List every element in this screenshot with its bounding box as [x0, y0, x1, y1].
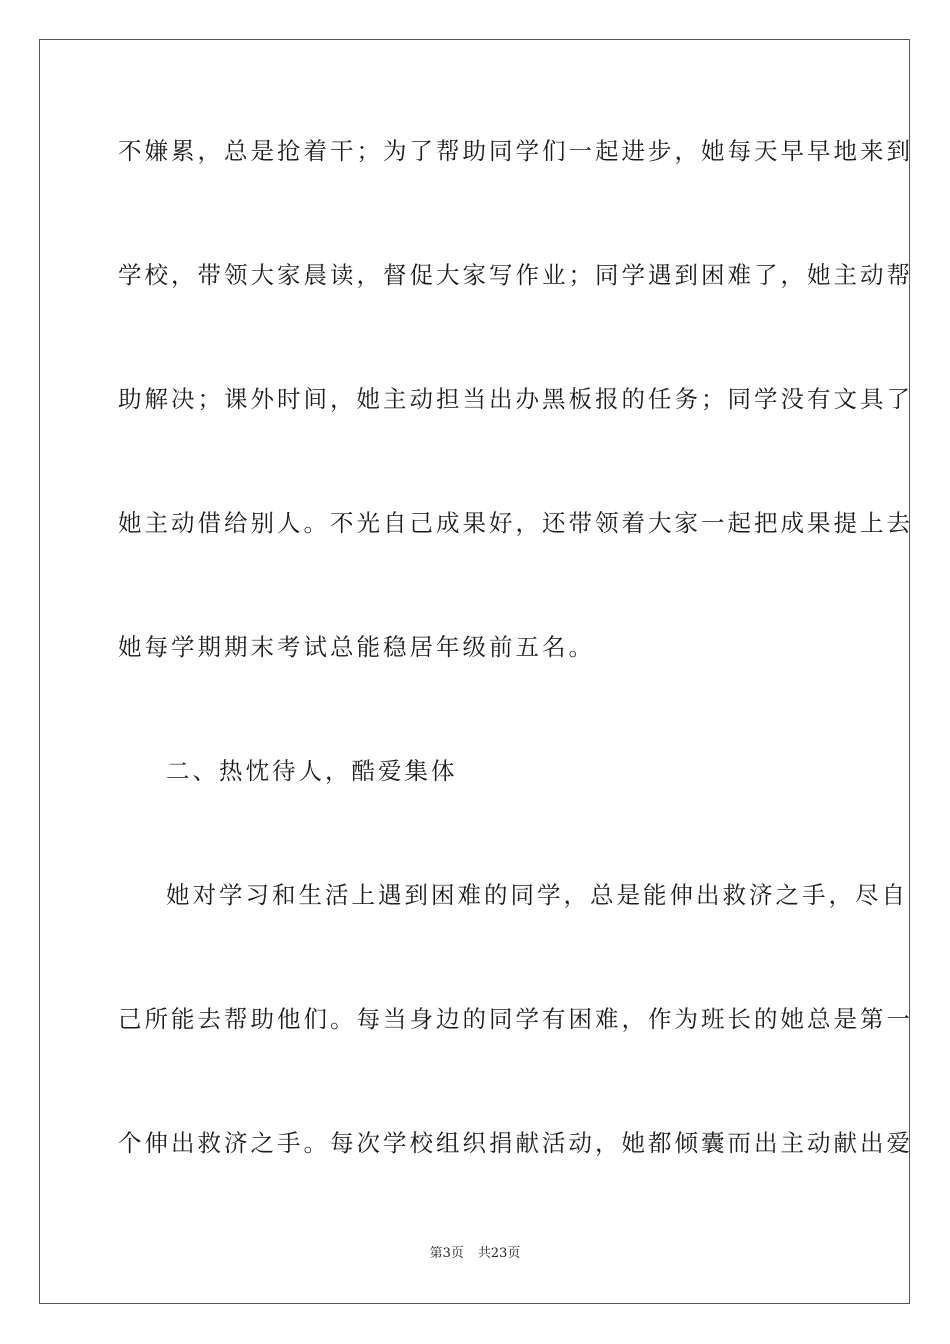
- body-line-4: 她主动借给别人。不光自己成果好，还带领着大家一起把成果提上去: [118, 509, 913, 537]
- body-line-8: 己所能去帮助他们。每当身边的同学有困难，作为班长的她总是第一: [118, 1005, 913, 1033]
- body-line-1: 不嫌累，总是抢着干；为了帮助同学们一起进步，她每天早早地来到: [118, 137, 913, 165]
- page-footer: [0, 1245, 950, 1263]
- page-number: 第3页: [429, 1246, 464, 1261]
- body-line-3: 助解决；课外时间，她主动担当出办黑板报的任务；同学没有文具了: [118, 385, 913, 413]
- body-line-5: 她每学期期末考试总能稳居年级前五名。: [118, 633, 595, 661]
- body-line-2: 学校，带领大家晨读，督促大家写作业；同学遇到困难了，她主动帮: [118, 261, 913, 289]
- section-heading: 二、热忱待人，酷爱集体: [166, 757, 458, 785]
- page-total: 共23页: [477, 1246, 521, 1261]
- body-line-7: 她对学习和生活上遇到困难的同学，总是能伸出救济之手，尽自: [166, 881, 908, 909]
- page-border: [39, 39, 913, 1304]
- body-line-9: 个伸出救济之手。每次学校组织捐献活动，她都倾囊而出主动献出爱: [118, 1129, 913, 1157]
